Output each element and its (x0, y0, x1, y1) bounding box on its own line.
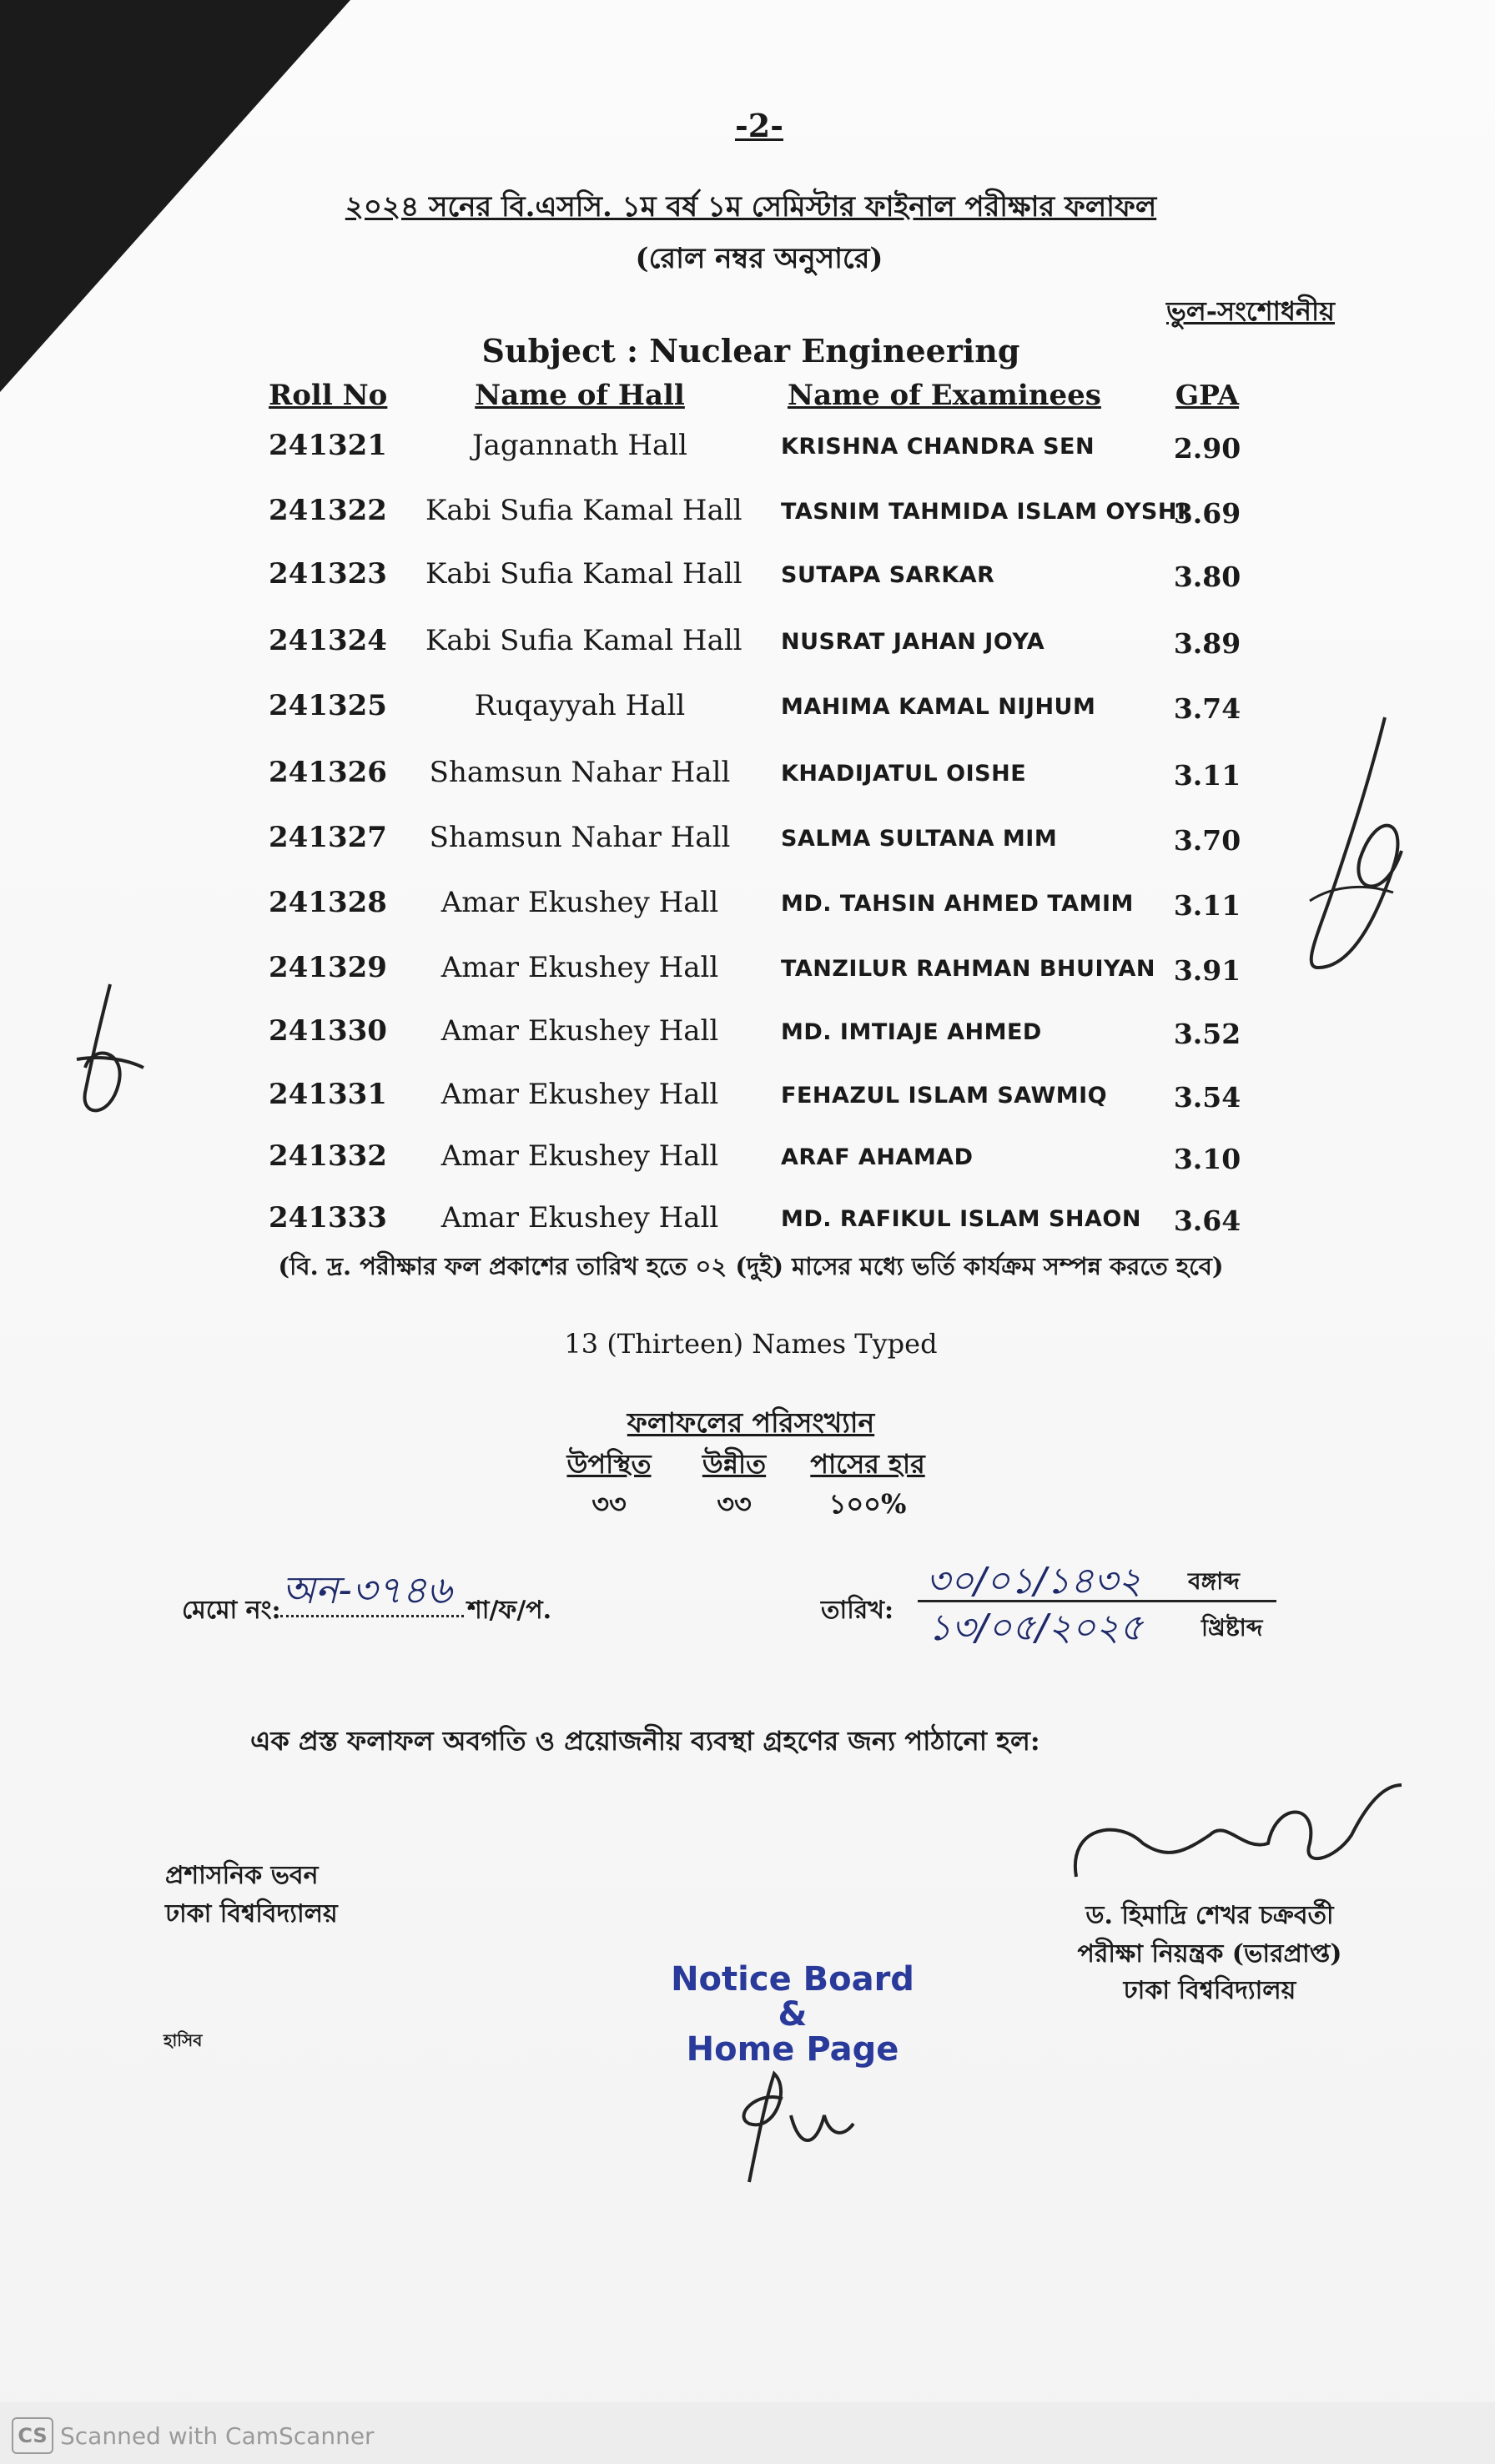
gpa-cell: 3.11 (1173, 889, 1241, 922)
hall-cell: Kabi Sufia Kamal Hall (425, 494, 742, 527)
gpa-cell: 2.90 (1173, 432, 1241, 465)
hall-cell: Amar Ekushey Hall (440, 951, 719, 984)
stat-rate-value: ১০০% (828, 1488, 907, 1520)
table-row (0, 429, 1495, 479)
hall-cell: Shamsun Nahar Hall (429, 821, 731, 854)
stat-present-value: ৩৩ (591, 1488, 627, 1520)
header-roll: Roll No (269, 379, 388, 412)
examinee-cell: MAHIMA KAMAL NIJHUM (781, 694, 1096, 720)
left-margin-signature-icon (60, 984, 152, 1126)
examinee-cell: KHADIJATUL OISHE (781, 761, 1027, 787)
header-gpa: GPA (1175, 379, 1240, 411)
examinee-cell: TASNIM TAHMIDA ISLAM OYSHI (781, 499, 1186, 525)
table-row (0, 494, 1495, 544)
stat-present-label: উপস্থিত (566, 1448, 652, 1480)
notice-board-stamp (667, 1962, 918, 2067)
table-row (0, 756, 1495, 806)
table-row (0, 951, 1495, 1001)
table-row (0, 1014, 1495, 1064)
table-row (0, 1078, 1495, 1128)
roll-cell: 241325 (269, 689, 387, 722)
examinee-cell: MD. RAFIKUL ISLAM SHAON (781, 1206, 1141, 1232)
gpa-cell: 3.69 (1173, 497, 1241, 530)
document-title: ২০২৪ সনের বি.এসসি. ১ম বর্ষ ১ম সেমিস্টার ফাইনাল পরীক্ষার ফলাফল (345, 190, 1157, 224)
table-header-row (0, 379, 1495, 429)
examinee-cell: FEHAZUL ISLAM SAWMIQ (781, 1083, 1108, 1109)
roll-cell: 241329 (269, 951, 387, 984)
gpa-cell: 3.74 (1173, 692, 1241, 725)
hall-cell: Amar Ekushey Hall (440, 1139, 719, 1173)
correction-label: ভুল-সংশোধনীয় (1166, 295, 1335, 327)
gpa-cell: 3.10 (1173, 1143, 1241, 1175)
admission-note: (বি. দ্র. পরীক্ষার ফল প্রকাশের তারিখ হতে ০২ (দুই) মাসের মধ্যে ভর্তি কার্যক্রম সম্পন্ন করতে হবে) (278, 1252, 1224, 1280)
table-row (0, 821, 1495, 871)
examinee-cell: SUTAPA SARKAR (781, 562, 995, 588)
examinee-cell: MD. TAHSIN AHMED TAMIM (781, 891, 1134, 917)
page-number: -2- (735, 107, 783, 144)
scanner-watermark-text: Scanned with CamScanner (60, 2422, 375, 2450)
roll-cell: 241326 (269, 756, 387, 789)
roll-cell: 241331 (269, 1078, 387, 1111)
memo-label: মেমো নং: (182, 1596, 281, 1625)
examinee-cell: MD. IMTIAJE AHMED (781, 1019, 1042, 1045)
statistics-title: ফলাফলের পরিসংখ্যান (627, 1406, 875, 1439)
hall-cell: Ruqayyah Hall (474, 689, 686, 722)
gpa-cell: 3.70 (1173, 824, 1241, 857)
hall-cell: Amar Ekushey Hall (440, 1201, 719, 1235)
gpa-cell: 3.54 (1173, 1081, 1241, 1114)
controller-signature-icon (1068, 1768, 1402, 1885)
table-row (0, 886, 1495, 936)
signatory-university: ঢাকা বিশ্ববিদ্যালয় (1123, 1976, 1296, 2005)
office-building: প্রশাসনিক ভবন (165, 1861, 319, 1890)
table-row (0, 557, 1495, 607)
stamp-line-2: & (778, 1995, 808, 2034)
date-gregorian-handwritten: ১৩/০৫/২০২৫ (928, 1607, 1144, 1649)
header-hall: Name of Hall (475, 379, 685, 412)
roll-cell: 241324 (269, 624, 387, 657)
typist-initials: হাসিব (164, 2030, 203, 2050)
table-row (0, 624, 1495, 674)
hall-cell: Amar Ekushey Hall (440, 886, 719, 919)
hall-cell: Kabi Sufia Kamal Hall (425, 557, 742, 591)
document-subtitle: (রোল নম্বর অনুসারে) (635, 242, 883, 275)
roll-cell: 241323 (269, 557, 387, 591)
camscanner-logo-icon: CS (12, 2417, 53, 2454)
memo-number-handwritten: অন-৩৭৪৬ (282, 1567, 452, 1612)
roll-cell: 241333 (269, 1201, 387, 1235)
hall-cell: Kabi Sufia Kamal Hall (425, 624, 742, 657)
hall-cell: Jagannath Hall (471, 429, 688, 462)
table-row (0, 1139, 1495, 1189)
signatory-name: ড. হিমাদ্রি শেখর চক্রবর্তী (1085, 1901, 1334, 1930)
roll-cell: 241332 (269, 1139, 387, 1173)
stat-passed-label: উন্নীত (702, 1448, 767, 1480)
stamp-initial-signature-icon (724, 2065, 858, 2190)
roll-cell: 241327 (269, 821, 387, 854)
stat-rate-label: পাসের হার (810, 1448, 925, 1480)
examinee-cell: KRISHNA CHANDRA SEN (781, 434, 1095, 460)
office-university: ঢাকা বিশ্ববিদ্যালয় (165, 1899, 338, 1928)
examinee-cell: SALMA SULTANA MIM (781, 826, 1058, 852)
gpa-cell: 3.64 (1173, 1204, 1241, 1237)
copy-distribution-note: এক প্রস্ত ফলাফল অবগতি ও প্রয়োজনীয় ব্যবস্থা গ্রহণের জন্য পাঠানো হল: (250, 1725, 1040, 1757)
date-bangla-suffix: বঙ্গাব্দ (1188, 1567, 1240, 1595)
roll-cell: 241328 (269, 886, 387, 919)
memo-suffix: শা/ফ/প. (467, 1596, 552, 1625)
signatory-title: পরীক্ষা নিয়ন্ত্রক (ভারপ্রাপ্ত) (1077, 1939, 1342, 1969)
examinee-cell: TANZILUR RAHMAN BHUIYAN (781, 956, 1155, 982)
hall-cell: Shamsun Nahar Hall (429, 756, 731, 789)
header-name: Name of Examinees (788, 379, 1101, 412)
hall-cell: Amar Ekushey Hall (440, 1014, 719, 1048)
gpa-cell: 3.52 (1173, 1018, 1241, 1050)
stamp-line-1: Notice Board (671, 1960, 914, 1999)
gpa-cell: 3.80 (1173, 561, 1241, 593)
right-margin-signature-icon (1285, 717, 1418, 984)
examinee-cell: NUSRAT JAHAN JOYA (781, 629, 1045, 655)
roll-cell: 241330 (269, 1014, 387, 1048)
stamp-line-3: Home Page (686, 2030, 899, 2069)
hall-cell: Amar Ekushey Hall (440, 1078, 719, 1111)
roll-cell: 241321 (269, 429, 387, 462)
table-row (0, 1201, 1495, 1251)
stat-passed-value: ৩৩ (717, 1488, 752, 1520)
subject-heading: Subject : Nuclear Engineering (481, 332, 1020, 370)
gpa-cell: 3.89 (1173, 627, 1241, 660)
examinee-cell: ARAF AHAMAD (781, 1144, 974, 1170)
roll-cell: 241322 (269, 494, 387, 527)
gpa-cell: 3.91 (1173, 954, 1241, 987)
date-label: তারিখ: (821, 1596, 894, 1625)
date-bangla-handwritten: ৩০/০১/১৪৩২ (926, 1560, 1142, 1602)
date-gregorian-suffix: খ্রিষ্টাব্দ (1201, 1614, 1263, 1642)
names-typed-count: 13 (Thirteen) Names Typed (564, 1328, 938, 1360)
gpa-cell: 3.11 (1173, 759, 1241, 792)
table-row (0, 689, 1495, 739)
